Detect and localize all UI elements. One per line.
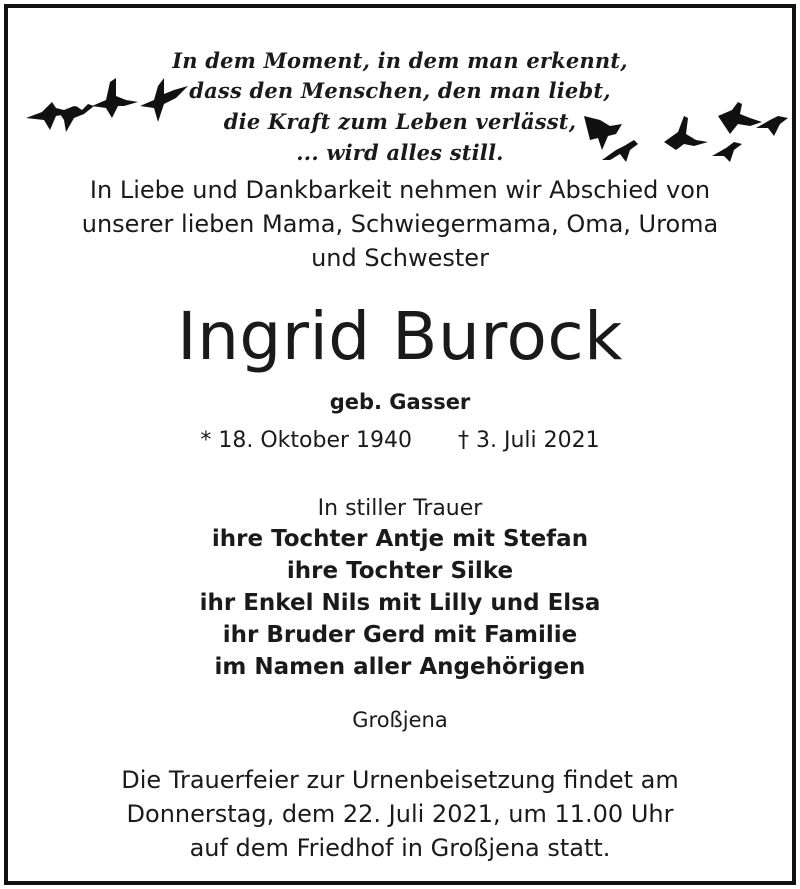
mourner-line-3: ihr Enkel Nils mit Lilly und Elsa [199, 590, 601, 616]
funeral-line-3: auf dem Friedhof in Großjena statt. [189, 834, 611, 862]
town: Großjena [352, 708, 448, 732]
poem-line-4: ... wird alles still. [296, 140, 504, 165]
mourner-line-5: im Namen aller Angehörigen [214, 654, 586, 680]
birth-name: geb. Gasser [329, 390, 471, 414]
intro-line-3: und Schwester [311, 244, 489, 272]
poem-line-1: In dem Moment, in dem man erkennt, [172, 48, 628, 73]
deceased-name: Ingrid Burock [177, 298, 623, 375]
poem-line-2: dass den Menschen, den man liebt, [189, 78, 611, 103]
mourner-line-1: ihre Tochter Antje mit Stefan [211, 526, 589, 552]
life-dates [8, 428, 792, 453]
mourner-line-4: ihr Bruder Gerd mit Familie [222, 622, 578, 648]
death-date: † 3. Juli 2021 [458, 428, 600, 453]
obituary-notice [4, 4, 796, 885]
intro-line-2: unserer lieben Mama, Schwiegermama, Oma, Uroma [81, 210, 719, 238]
funeral-line-2: Donnerstag, dem 22. Juli 2021, um 11.00 Uhr [126, 800, 674, 828]
poem-line-3: die Kraft zum Leben verlässt, [223, 109, 577, 134]
intro-line-1: In Liebe und Dankbarkeit nehmen wir Abschied von [89, 176, 711, 204]
mourners-heading: In stiller Trauer [317, 496, 483, 521]
birth-date: * 18. Oktober 1940 [200, 428, 413, 453]
funeral-line-1: Die Trauerfeier zur Urnenbeisetzung findet am [121, 766, 679, 794]
mourner-line-2: ihre Tochter Silke [286, 558, 514, 584]
